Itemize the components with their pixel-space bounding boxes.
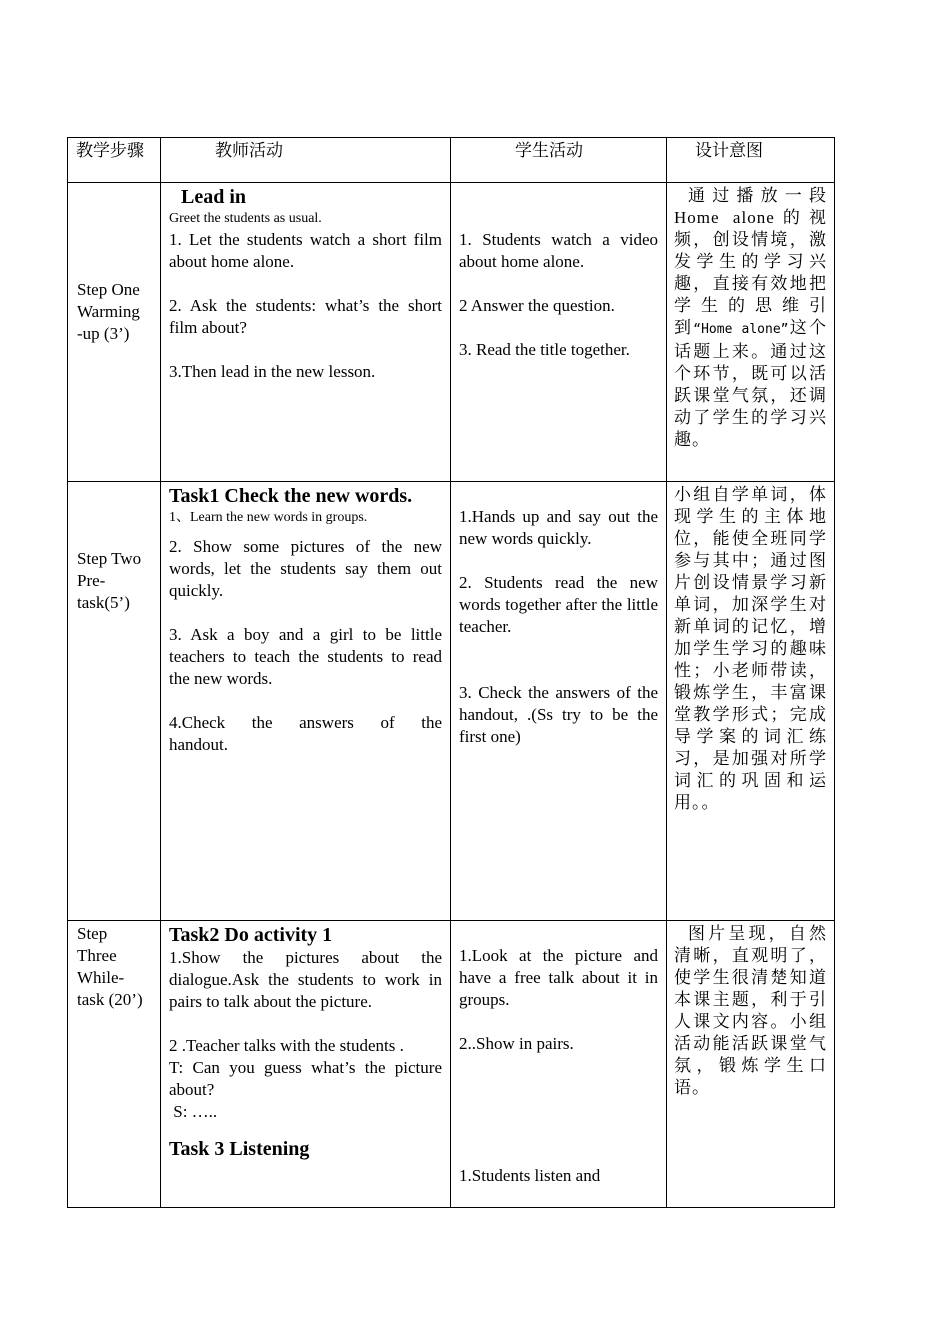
design-text: 图片呈现，自然清晰，直观明了，使学生很清楚知道本课主题，利于引人课文内容。小组活动能活跃课堂气氛，锻炼学生口语。 [674,924,827,1098]
student-item: 2..Show in pairs. [459,1034,574,1053]
lesson-plan-table [67,137,835,1208]
teacher-subtitle: Greet the students as usual. [169,211,322,226]
header-step: 教学步骤 [68,138,161,183]
table-row [68,482,835,921]
task-title: Lead in [181,186,247,208]
teacher-item: 3. Ask a boy and a girl to be little teachers to teach the students to read the new words. [169,625,442,688]
design-intent-cell [667,482,835,921]
student-activity-cell [451,482,667,921]
task-title: Task2 Do activity 1 [169,924,333,946]
teacher-subtitle: 1、Learn the new words in groups. [169,510,368,525]
teacher-activity-cell [161,183,451,482]
teacher-item: T: Can you guess what’s the picture about? [169,1058,442,1099]
step-cell [68,482,161,921]
table-row [68,921,835,1208]
header-student-activity: 学生活动 [451,138,667,183]
step-label: Three [77,946,117,965]
student-item: 1.Students listen and [459,1166,601,1185]
step-cell [68,921,161,1208]
student-item: 2 Answer the question. [459,296,615,315]
step-cell [68,183,161,482]
step-label: While- [77,968,125,987]
design-text: 这个话题上来。通过这个环节，既可以活跃课堂气氛，还调动了学生的学习兴趣。 [674,318,828,450]
task-title: Task1 Check the new words. [169,485,413,507]
teacher-item: 2. Ask the students: what’s the short film about? [169,296,442,337]
header-teacher-activity: 教师活动 [161,138,451,183]
design-intent-cell [667,183,835,482]
student-item: 1.Look at the picture and have a free talk about it in groups. [459,946,658,1009]
student-activity-cell [451,183,667,482]
teacher-activity-cell [161,482,451,921]
teacher-activity-cell [161,921,451,1208]
teacher-item: 2. Show some pictures of the new words, let the students say them out quickly. [169,537,442,600]
teacher-item: S: ….. [169,1102,218,1121]
design-text: 小组自学单词，体现学生的主体地位，能使全班同学参与其中；通过图片创设情景学习新单词，加深学生对新单词的记忆，增加学生学习的趣味性；小老师带读，锻炼学生，丰富课堂教学形式；完成导学案的词汇练习，是加强对所学词汇的巩固和运用。。 [674,485,827,813]
step-label: -up (3’) [77,324,130,343]
step-label: Step One [77,280,140,299]
student-item: 2. Students read the new words together after the little teacher. [459,573,658,636]
table-row [68,183,835,482]
step-label: Step [77,924,108,943]
design-text: 通过播放一段 [688,186,827,206]
student-item: 3. Check the answers of the handout, .(Ss try to be the first one) [459,683,658,746]
student-item: 1.Hands up and say out the new words quickly. [459,507,658,548]
teacher-item: 1. Let the students watch a short film about home alone. [169,230,442,271]
step-label: Warming [77,302,140,321]
table-header-row [68,138,835,183]
student-item: 3. Read the title together. [459,340,630,359]
student-activity-cell [451,921,667,1208]
step-label: Pre- [77,571,106,590]
design-text: 的视频，创设情境，激发学生的学习兴趣，直接有效地把学生的思维引到 [674,208,828,338]
teacher-item: 3.Then lead in the new lesson. [169,362,376,381]
step-label: task (20’) [77,990,143,1009]
design-text: Home alone [674,208,775,227]
teacher-item: 1.Show the pictures about the dialogue.Ask the students to work in pairs to talk about the picture. [169,948,442,1011]
task-title: Task 3 Listening [169,1138,310,1160]
student-item: 1. Students watch a video about home alone. [459,230,658,271]
design-text: “Home alone” [693,322,789,337]
header-design-intent: 设计意图 [667,138,835,183]
design-intent-cell [667,921,835,1208]
teacher-item: 2 .Teacher talks with the students . [169,1036,404,1055]
step-label: Step Two [77,549,142,568]
teacher-item: 4.Check the answers of the handout. [169,713,442,754]
step-label: task(5’) [77,593,130,612]
